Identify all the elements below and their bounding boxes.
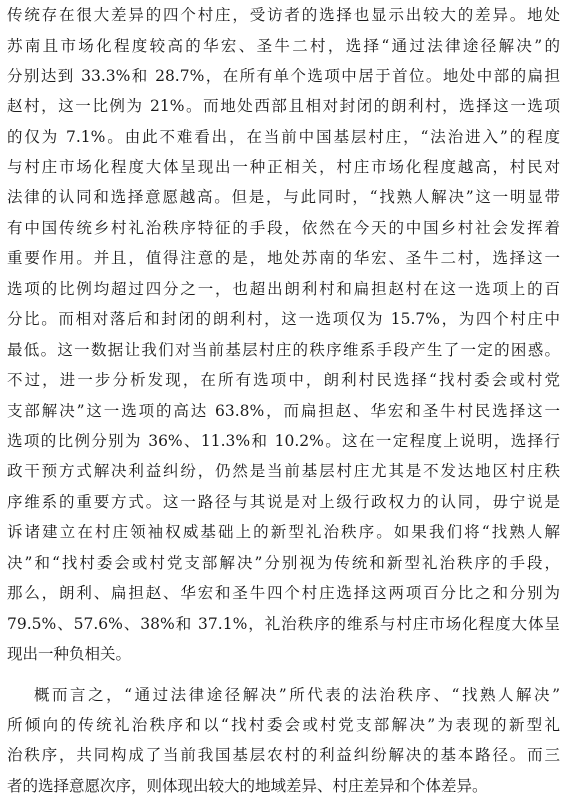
text-line: 治秩序，共同构成了当前我国基层农村的利益纠纷解决的基本路径。而三 [7, 746, 560, 764]
text-line: 法律的认同和选择意愿越高。但是，与此同时，“找熟人解决”这一明显带 [7, 188, 560, 206]
text-line: 重要作用。并且，值得注意的是，地处苏南的华宏、圣牛二村，选择这一 [7, 249, 560, 267]
text-line: 最低。这一数据让我们对当前基层村庄的秩序维系手段产生了一定的困惑。 [7, 341, 560, 359]
text-line: 现出一种负相关。 [7, 645, 132, 663]
text-line: 选项的比例分别为 36%、11.3%和 10.2%。这在一定程度上说明，选择行 [7, 432, 560, 450]
text-line: 决”和“找村委会或村党支部解决”分别视为传统和新型礼治秩序的手段， [7, 554, 560, 572]
text-line: 分比。而相对落后和封闭的朗利村，这一选项仅为 15.7%，为四个村庄中 [7, 310, 560, 328]
text-line: 序维系的重要方式。这一路径与其说是对上级行政权力的认同，毋宁说是 [7, 493, 560, 511]
text-line: 的仅为 7.1%。由此不难看出，在当前中国基层村庄，“法治进入”的程度 [7, 128, 560, 146]
text-line: 政干预方式解决利益纠纷，仍然是当前基层村庄尤其是不发达地区村庄秩 [7, 462, 560, 480]
text-line: 者的选择意愿次序，则体现出较大的地域差异、村庄差异和个体差异。 [7, 777, 488, 795]
text-line: 所倾向的传统礼治秩序和以“找村委会或村党支部解决”为表现的新型礼 [7, 716, 560, 734]
text-line: 赵村，这一比例为 21%。而地处西部且相对封闭的朗利村，选择这一选项 [7, 97, 560, 115]
text-line: 79.5%、57.6%、38%和 37.1%，礼治秩序的维系与村庄市场化程度大体呈 [7, 615, 560, 633]
text-line: 有中国传统乡村礼治秩序特征的手段，依然在今天的中国乡村社会发挥着 [7, 219, 560, 237]
text-line: 选项的比例均超过四分之一，也超出朗利村和扁担赵村在这一选项上的百 [7, 280, 560, 298]
text-line: 诉诸建立在村庄领袖权威基础上的新型礼治秩序。如果我们将“找熟人解 [7, 523, 560, 541]
text-line: 不过，进一步分析发现，在所有选项中，朗利村民选择“找村委会或村党 [7, 371, 560, 389]
text-line: 概而言之，“通过法律途径解决”所代表的法治秩序、“找熟人解决” [34, 686, 560, 704]
text-line: 分别达到 33.3%和 28.7%，在所有单个选项中居于首位。地处中部的扁担 [7, 67, 560, 85]
text-line: 与村庄市场化程度大体呈现出一种正相关，村庄市场化程度越高，村民对 [7, 158, 560, 176]
text-line: 支部解决”这一选项的高达 63.8%，而扁担赵、华宏和圣牛村民选择这一 [7, 402, 560, 420]
text-line: 那么，朗利、扁担赵、华宏和圣牛四个村庄选择这两项百分比之和分别为 [7, 584, 560, 602]
text-line: 传统存在很大差异的四个村庄，受访者的选择也显示出较大的差异。地处 [7, 6, 560, 24]
text-line: 苏南且市场化程度较高的华宏、圣牛二村，选择“通过法律途径解决”的 [7, 37, 560, 55]
